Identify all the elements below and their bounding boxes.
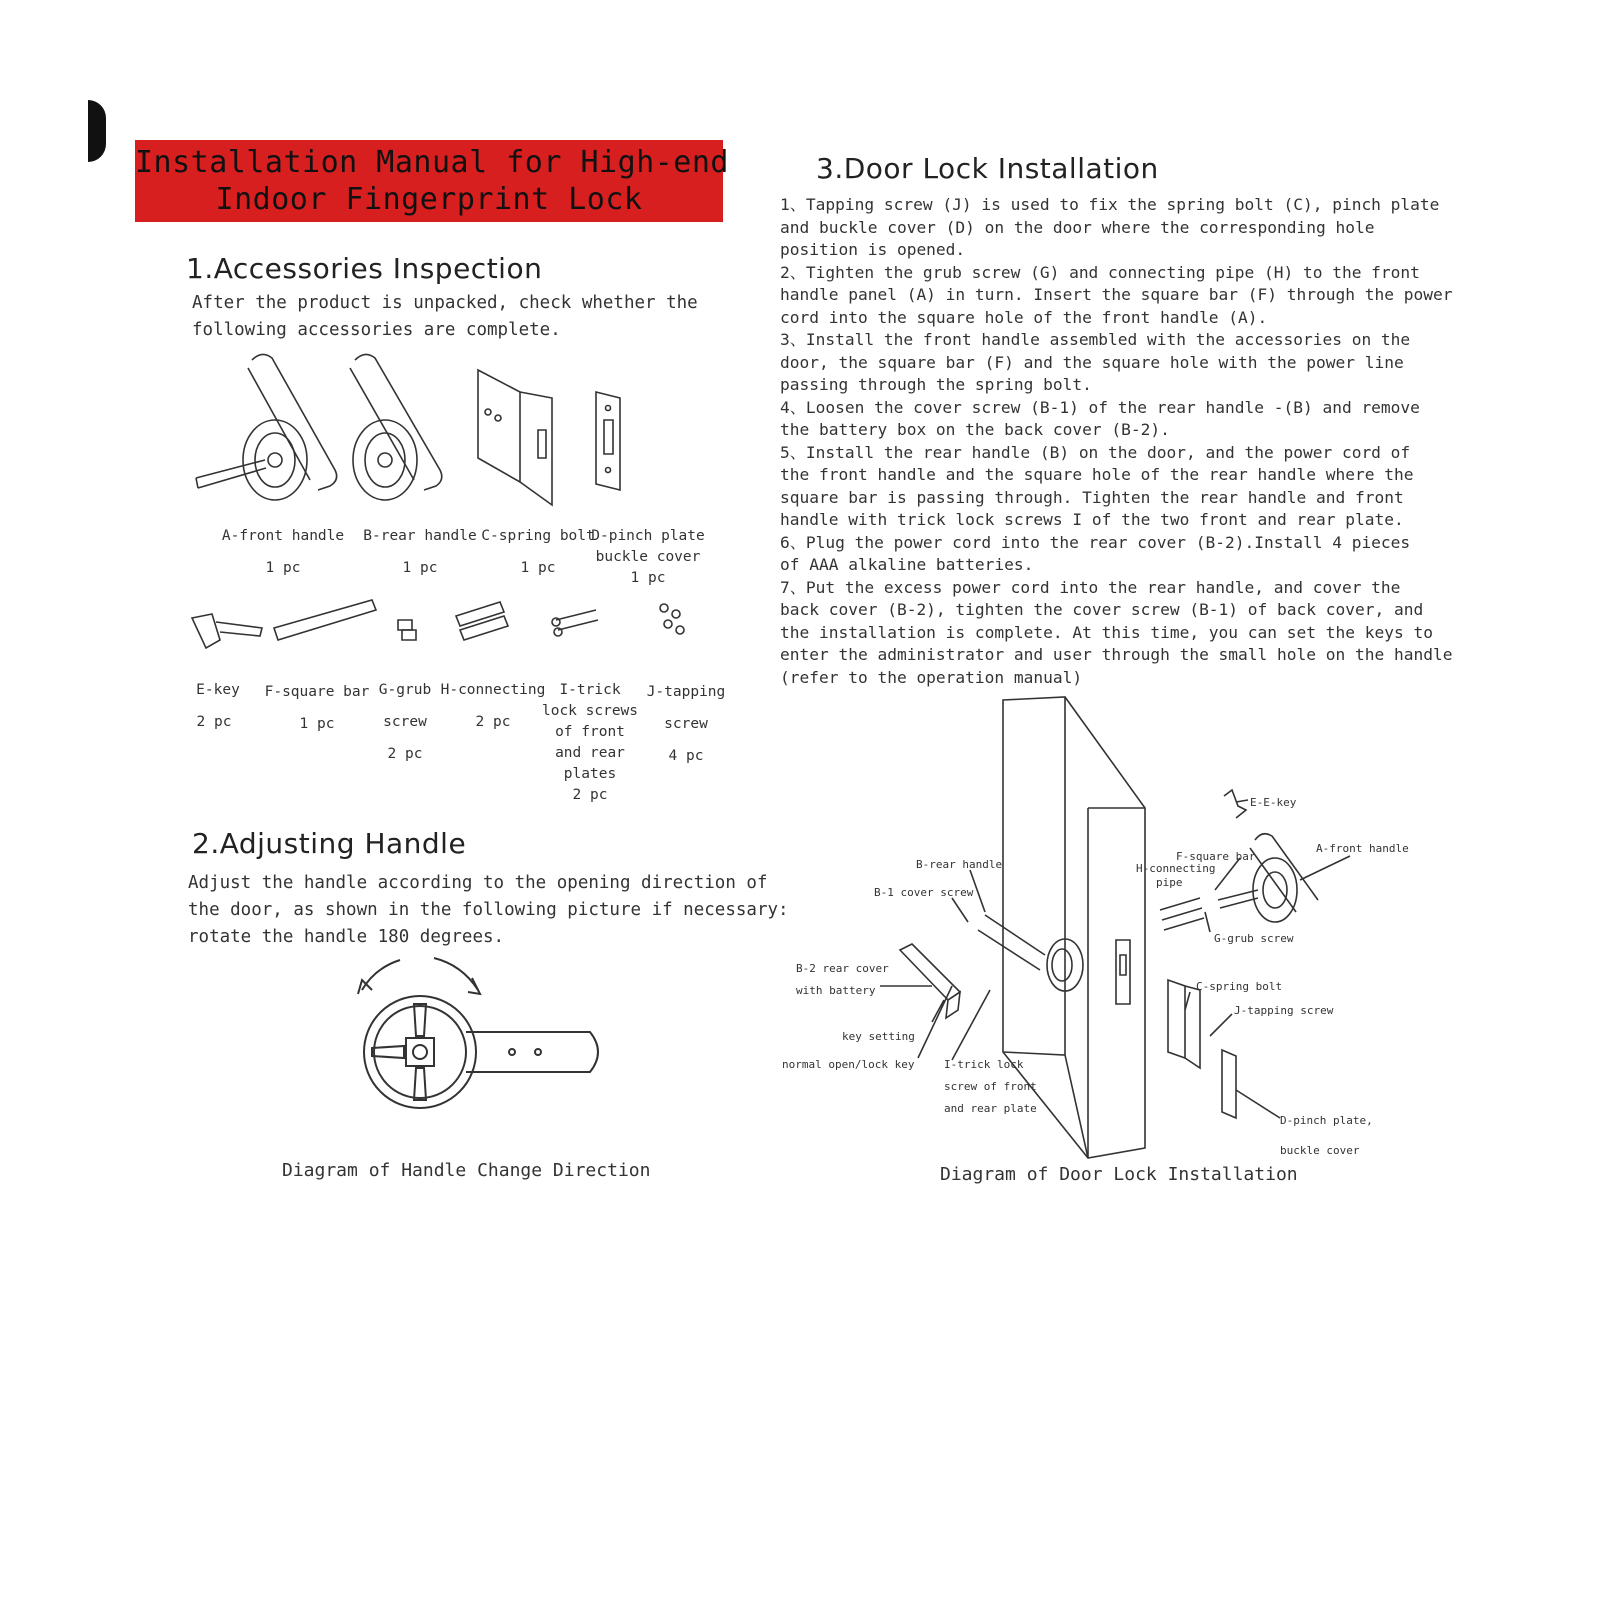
section2-text-3: rotate the handle 180 degrees.	[188, 927, 505, 947]
qty-spring-bolt: 1 pc	[520, 560, 556, 576]
label-tapping-screw-1: J-tapping	[646, 684, 726, 700]
step-line: 7、Put the excess power cord into the rear handle, and cover the	[780, 577, 1401, 597]
qty-connecting-pipe: 2 pc	[475, 714, 511, 730]
dl-h-conn-1: H-connecting	[1136, 862, 1216, 875]
front-handle-drawing	[196, 354, 337, 500]
dl-c-spring: C-spring bolt	[1196, 980, 1283, 993]
step-line: 1、Tapping screw (J) is used to fix the spring bolt (C), pinch plate	[780, 195, 1440, 214]
grub-screw-drawing	[398, 620, 416, 640]
dl-i-trick-2: screw of front	[944, 1080, 1037, 1093]
step-line: 2、Tighten the grub screw (G) and connecting pipe (H) to the front	[780, 262, 1420, 282]
label-connecting-pipe: H-connecting	[440, 682, 546, 698]
dl-b2-2: with battery	[796, 984, 876, 997]
pinch-plate-drawing	[596, 392, 620, 490]
trick-screw-drawing	[552, 610, 598, 636]
step-line: door, the square bar (F) and the square hole with the power line	[780, 352, 1404, 372]
title-line-2: Indoor Fingerprint Lock	[215, 182, 643, 217]
label-trick-screw-1: I-trick	[559, 682, 621, 698]
dl-b1: B-1 cover screw	[874, 886, 974, 899]
label-trick-screw-5: plates	[563, 766, 617, 782]
step-line: position is opened.	[780, 240, 966, 259]
label-spring-bolt: C-spring bolt	[481, 528, 595, 544]
label-trick-screw-2: lock screws	[541, 703, 639, 719]
step-line: handle panel (A) in turn. Insert the square bar (F) through the power	[780, 285, 1453, 304]
section2-title: 2.Adjusting Handle	[192, 827, 467, 860]
step-line: 5、Install the rear handle (B) on the door, and the power cord of	[780, 442, 1411, 462]
step-line: the installation is complete. At this time, you can set the keys to	[780, 622, 1433, 642]
step-line: and buckle cover (D) on the door where the corresponding hole	[780, 217, 1375, 237]
label-front-handle: A-front handle	[221, 528, 345, 544]
section1-intro-2: following accessories are complete.	[192, 320, 561, 340]
section3-caption: Diagram of Door Lock Installation	[940, 1164, 1298, 1185]
spring-bolt-drawing	[478, 370, 552, 505]
connecting-pipe-drawing	[456, 602, 508, 640]
step-line: 6、Plug the power cord into the rear cover (B-2).Install 4 pieces	[780, 532, 1411, 552]
square-bar-drawing	[274, 600, 376, 640]
section3-title: 3.Door Lock Installation	[816, 152, 1159, 185]
dl-d-pinch-2: buckle cover	[1280, 1144, 1360, 1157]
step-line: passing through the spring bolt.	[780, 375, 1092, 394]
section1-intro-1: After the product is unpacked, check whether the	[192, 293, 698, 313]
step-line: square bar is passing through. Tighten the rear handle and front	[780, 487, 1404, 507]
section3-steps	[780, 194, 1452, 689]
label-tapping-screw-2: screw	[664, 716, 708, 732]
step-line: the front handle and the square hole of the rear handle where the	[780, 465, 1414, 484]
qty-key: 2 pc	[196, 714, 232, 730]
qty-trick-screw: 2 pc	[572, 787, 608, 803]
dl-g-grub: G-grub screw	[1214, 932, 1294, 945]
tapping-screw-drawing	[660, 604, 684, 634]
key-drawing	[192, 614, 262, 648]
step-line: the battery box on the back cover (B-2).	[780, 420, 1170, 439]
step-line: handle with trick lock screws I of the two front and rear plate.	[780, 510, 1404, 529]
step-line: of AAA alkaline batteries.	[780, 555, 1034, 574]
dl-j-tap: J-tapping screw	[1234, 1004, 1334, 1017]
step-line: 4、Loosen the cover screw (B-1) of the rear handle -(B) and remove	[780, 397, 1420, 417]
section1-title: 1.Accessories Inspection	[186, 252, 543, 285]
dl-b-rear: B-rear handle	[916, 858, 1003, 871]
dl-d-pinch-1: D-pinch plate,	[1280, 1114, 1373, 1127]
step-line: enter the administrator and user through the small hole on the handle	[780, 645, 1453, 664]
step-line: cord into the square hole of the front handle (A).	[780, 307, 1268, 327]
qty-front-handle: 1 pc	[265, 560, 301, 576]
dl-f-square: F-square bar	[1176, 850, 1256, 863]
label-buckle-cover: buckle cover	[595, 549, 701, 565]
dl-a-front: A-front handle	[1316, 842, 1409, 855]
section2-text-1: Adjust the handle according to the opening direction of	[188, 873, 768, 893]
label-trick-screw-3: of front	[555, 724, 625, 740]
dl-normal-key: normal open/lock key	[782, 1058, 915, 1071]
step-line: 3、Install the front handle assembled with the accessories on the	[780, 330, 1411, 349]
qty-square-bar: 1 pc	[299, 716, 335, 732]
dl-key-setting: key setting	[842, 1030, 915, 1043]
title-line-1: Installation Manual for High-end	[135, 145, 729, 180]
qty-grub-screw: 2 pc	[387, 746, 423, 762]
dl-e-key: E-E-key	[1250, 796, 1297, 809]
dl-i-trick-3: and rear plate	[944, 1102, 1037, 1115]
qty-pinch-plate: 1 pc	[630, 570, 666, 586]
label-square-bar: F-square bar	[264, 684, 370, 700]
qty-tapping-screw: 4 pc	[668, 748, 704, 764]
label-trick-screw-4: and rear	[555, 745, 625, 761]
step-line: (refer to the operation manual)	[780, 667, 1083, 687]
dl-h-conn-2: pipe	[1156, 876, 1183, 889]
handle-rotation-diagram	[358, 958, 598, 1108]
label-grub-screw-1: G-grub	[378, 682, 432, 698]
section2-text-2: the door, as shown in the following picture if necessary:	[188, 900, 789, 920]
qty-rear-handle: 1 pc	[402, 560, 438, 576]
label-pinch-plate: D-pinch plate	[591, 528, 705, 544]
section2-caption: Diagram of Handle Change Direction	[282, 1160, 651, 1181]
label-grub-screw-2: screw	[383, 714, 427, 730]
dl-i-trick-1: I-trick lock	[944, 1058, 1024, 1071]
step-line: back cover (B-2), tighten the cover screw (B-1) of back cover, and	[780, 600, 1424, 619]
label-key: E-key	[196, 682, 240, 698]
label-rear-handle: B-rear handle	[363, 528, 477, 544]
dl-b2-1: B-2 rear cover	[796, 962, 889, 975]
rear-handle-drawing	[350, 354, 442, 500]
